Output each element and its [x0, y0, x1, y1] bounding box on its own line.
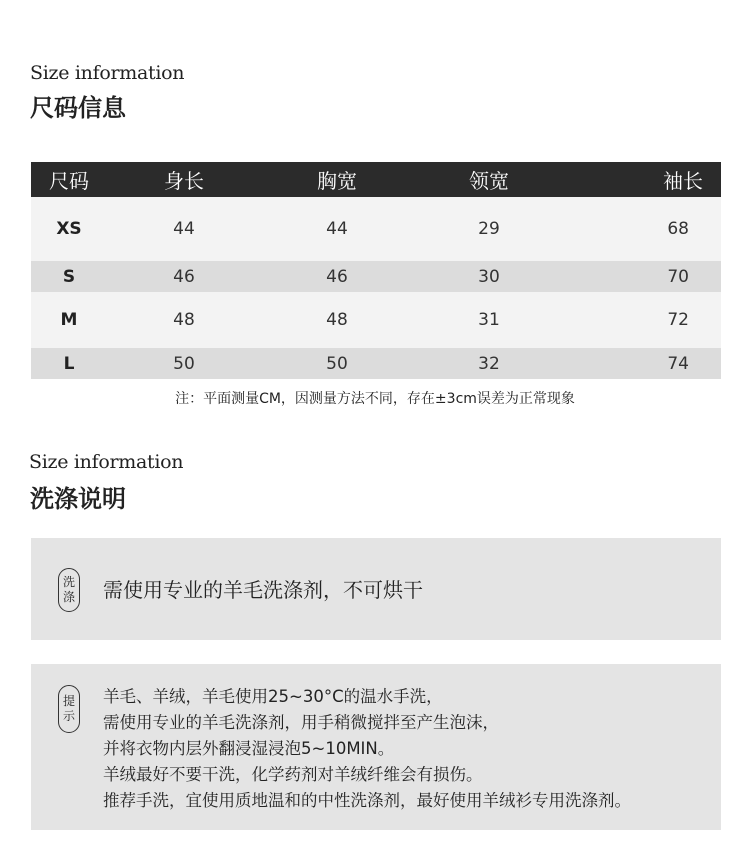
size-section-title-en: Size information	[30, 62, 185, 84]
collar-width-cell: 32	[413, 348, 565, 379]
care-panel	[31, 538, 721, 640]
size-cell: S	[31, 261, 107, 292]
body-length-cell: 48	[107, 292, 261, 348]
size-cell: XS	[31, 197, 107, 261]
header-size: 尺码	[31, 162, 107, 197]
sleeve-length-cell: 70	[565, 261, 721, 292]
header-body-length: 身长	[107, 162, 261, 197]
chest-width-cell: 48	[261, 292, 413, 348]
measurement-note: 注：平面测量CM，因测量方法不同，存在±3cm误差为正常现象	[175, 391, 575, 407]
body-length-cell: 50	[107, 348, 261, 379]
badge-char: 洗	[62, 575, 75, 589]
header-collar-width: 领宽	[413, 162, 565, 197]
badge-char: 示	[62, 709, 75, 723]
chest-width-cell: 44	[261, 197, 413, 261]
chest-width-cell: 50	[261, 348, 413, 379]
header-sleeve-length: 袖长	[565, 162, 721, 197]
table-row	[31, 197, 721, 261]
body-length-cell: 44	[107, 197, 261, 261]
header-chest-width: 胸宽	[261, 162, 413, 197]
collar-width-cell: 30	[413, 261, 565, 292]
sleeve-length-cell: 74	[565, 348, 721, 379]
care-text: 需使用专业的羊毛洗涤剂，不可烘干	[103, 578, 423, 602]
tip-line: 并将衣物内层外翻浸湿浸泡5~10MIN。	[103, 739, 395, 758]
sleeve-length-cell: 68	[565, 197, 721, 261]
tips-badge-icon	[58, 685, 80, 733]
size-section-title-zh: 尺码信息	[30, 93, 126, 122]
wash-badge-icon	[58, 568, 80, 612]
tip-line: 羊毛、羊绒，羊毛使用25~30°C的温水手洗，	[103, 687, 443, 706]
badge-char: 提	[62, 694, 75, 708]
wash-section-title-en: Size information	[29, 451, 184, 473]
size-table	[31, 162, 721, 379]
tip-line: 需使用专业的羊毛洗涤剂，用手稍微搅拌至产生泡沫，	[103, 713, 499, 732]
collar-width-cell: 31	[413, 292, 565, 348]
size-table-header	[31, 162, 721, 197]
tip-line: 推荐手洗，宜使用质地温和的中性洗涤剂，最好使用羊绒衫专用洗涤剂。	[103, 791, 631, 810]
size-cell: M	[31, 292, 107, 348]
sleeve-length-cell: 72	[565, 292, 721, 348]
badge-char: 涤	[62, 590, 75, 604]
table-row	[31, 348, 721, 379]
body-length-cell: 46	[107, 261, 261, 292]
chest-width-cell: 46	[261, 261, 413, 292]
table-row	[31, 292, 721, 348]
table-row	[31, 261, 721, 292]
size-cell: L	[31, 348, 107, 379]
tip-line: 羊绒最好不要干洗，化学药剂对羊绒纤维会有损伤。	[103, 765, 483, 784]
collar-width-cell: 29	[413, 197, 565, 261]
wash-section-title-zh: 洗涤说明	[30, 484, 126, 513]
tips-panel	[31, 664, 721, 830]
